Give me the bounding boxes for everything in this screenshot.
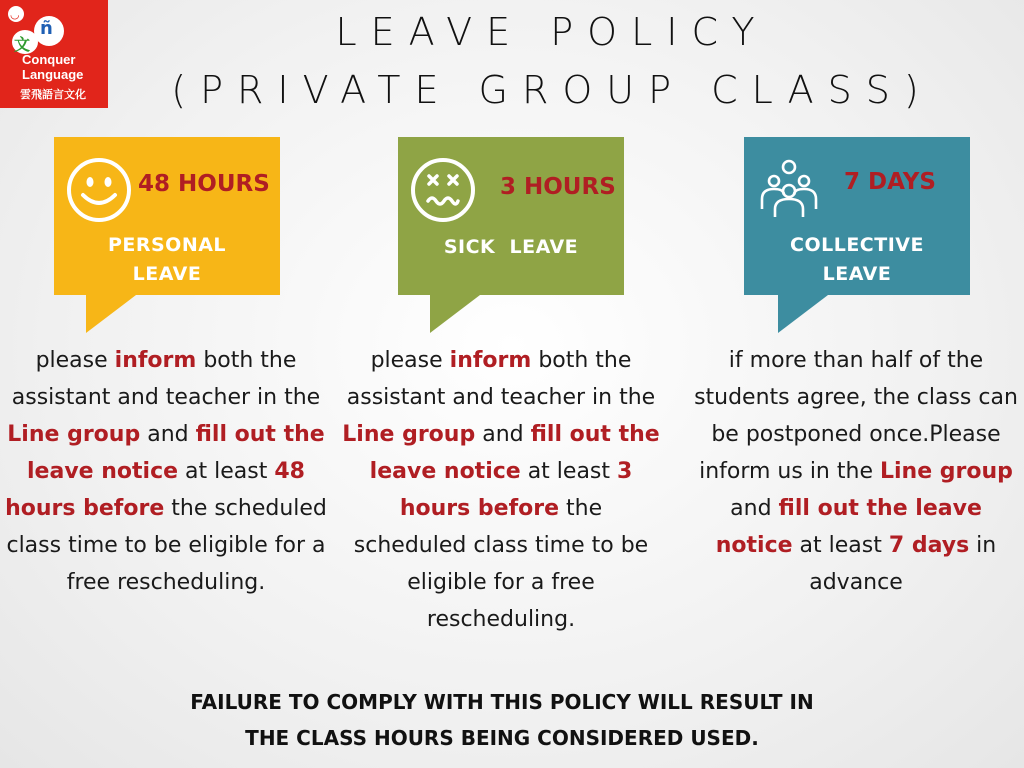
speech-bubble-tail <box>430 295 480 333</box>
description-text: at least <box>520 459 618 484</box>
highlighted-text: fill out the leave notice <box>369 422 660 484</box>
sick-leave-card <box>398 137 624 295</box>
personal-leave-description <box>0 342 332 601</box>
logo-glyph-right: ñ <box>40 18 53 39</box>
highlighted-text: inform <box>114 348 197 373</box>
collective-leave-label-line2: LEAVE <box>822 263 892 285</box>
logo-glyph-left: 文 <box>14 35 31 54</box>
personal-leave-label-line2: LEAVE <box>132 263 202 285</box>
personal-leave-card <box>54 137 280 295</box>
sick-leave-label <box>398 233 624 262</box>
description-text: the scheduled class time to be eligible for a free rescheduling. <box>353 496 649 632</box>
conquer-language-logo <box>0 0 108 108</box>
highlighted-text: Line group <box>7 422 141 447</box>
highlighted-text: 3 hours before <box>399 459 633 521</box>
collective-leave-label-line1: COLLECTIVE <box>790 234 924 256</box>
group-people-icon <box>754 155 824 225</box>
description-text: at least <box>178 459 275 484</box>
sick-leave-label-line1: SICK LEAVE <box>443 236 579 258</box>
speech-bubble-tail <box>86 295 136 333</box>
collective-leave-label <box>744 231 970 289</box>
sick-leave-duration: 3 HOURS <box>500 174 616 200</box>
highlighted-text: inform <box>449 348 532 373</box>
description-text: please <box>35 348 115 373</box>
collective-leave-duration: 7 DAYS <box>844 169 936 195</box>
collective-leave-description <box>688 342 1024 601</box>
description-text: both the assistant and teacher in the <box>11 348 321 410</box>
description-text: the scheduled class time to be eligible for a free rescheduling. <box>6 496 327 595</box>
speech-bubble-tail <box>778 295 828 333</box>
page-title-line1: LEAVE POLICY <box>335 10 769 54</box>
highlighted-text: Line group <box>342 422 476 447</box>
logo-brand-line2: Language <box>22 67 84 82</box>
sick-leave-description <box>342 342 660 638</box>
logo-smile-icon: ◡ <box>10 8 20 21</box>
personal-leave-label-line1: PERSONAL <box>107 234 227 256</box>
highlighted-text: 7 days <box>888 533 970 558</box>
policy-warning-footer <box>60 684 944 756</box>
description-text: and <box>475 422 531 447</box>
page-title-line2: (PRIVATE GROUP CLASS) <box>171 68 933 112</box>
smiley-face-icon <box>64 155 134 225</box>
highlighted-text: fill out the leave notice <box>715 496 982 558</box>
personal-leave-label <box>54 231 280 289</box>
highlighted-text: Line group <box>879 459 1013 484</box>
personal-leave-duration: 48 HOURS <box>138 171 270 197</box>
description-text: and <box>730 496 779 521</box>
footer-line2: THE CLASS HOURS BEING CONSIDERED USED. <box>245 726 759 750</box>
description-text: if more than half of the students agree, the class can be postponed once.Please inform us in the <box>694 348 1018 484</box>
collective-leave-card <box>744 137 970 295</box>
logo-brand-line3: 雲飛語言文化 <box>20 88 86 101</box>
description-text: at least <box>792 533 889 558</box>
footer-line1: FAILURE TO COMPLY WITH THIS POLICY WILL RESULT IN <box>190 690 814 714</box>
description-text: both the assistant and teacher in the <box>346 348 656 410</box>
highlighted-text: fill out the leave notice <box>27 422 325 484</box>
description-text: in advance <box>809 533 997 595</box>
description-text: please <box>370 348 450 373</box>
description-text: and <box>140 422 196 447</box>
sick-face-icon <box>408 155 478 225</box>
logo-brand-line1: Conquer <box>22 52 76 67</box>
highlighted-text: 48 hours before <box>5 459 305 521</box>
